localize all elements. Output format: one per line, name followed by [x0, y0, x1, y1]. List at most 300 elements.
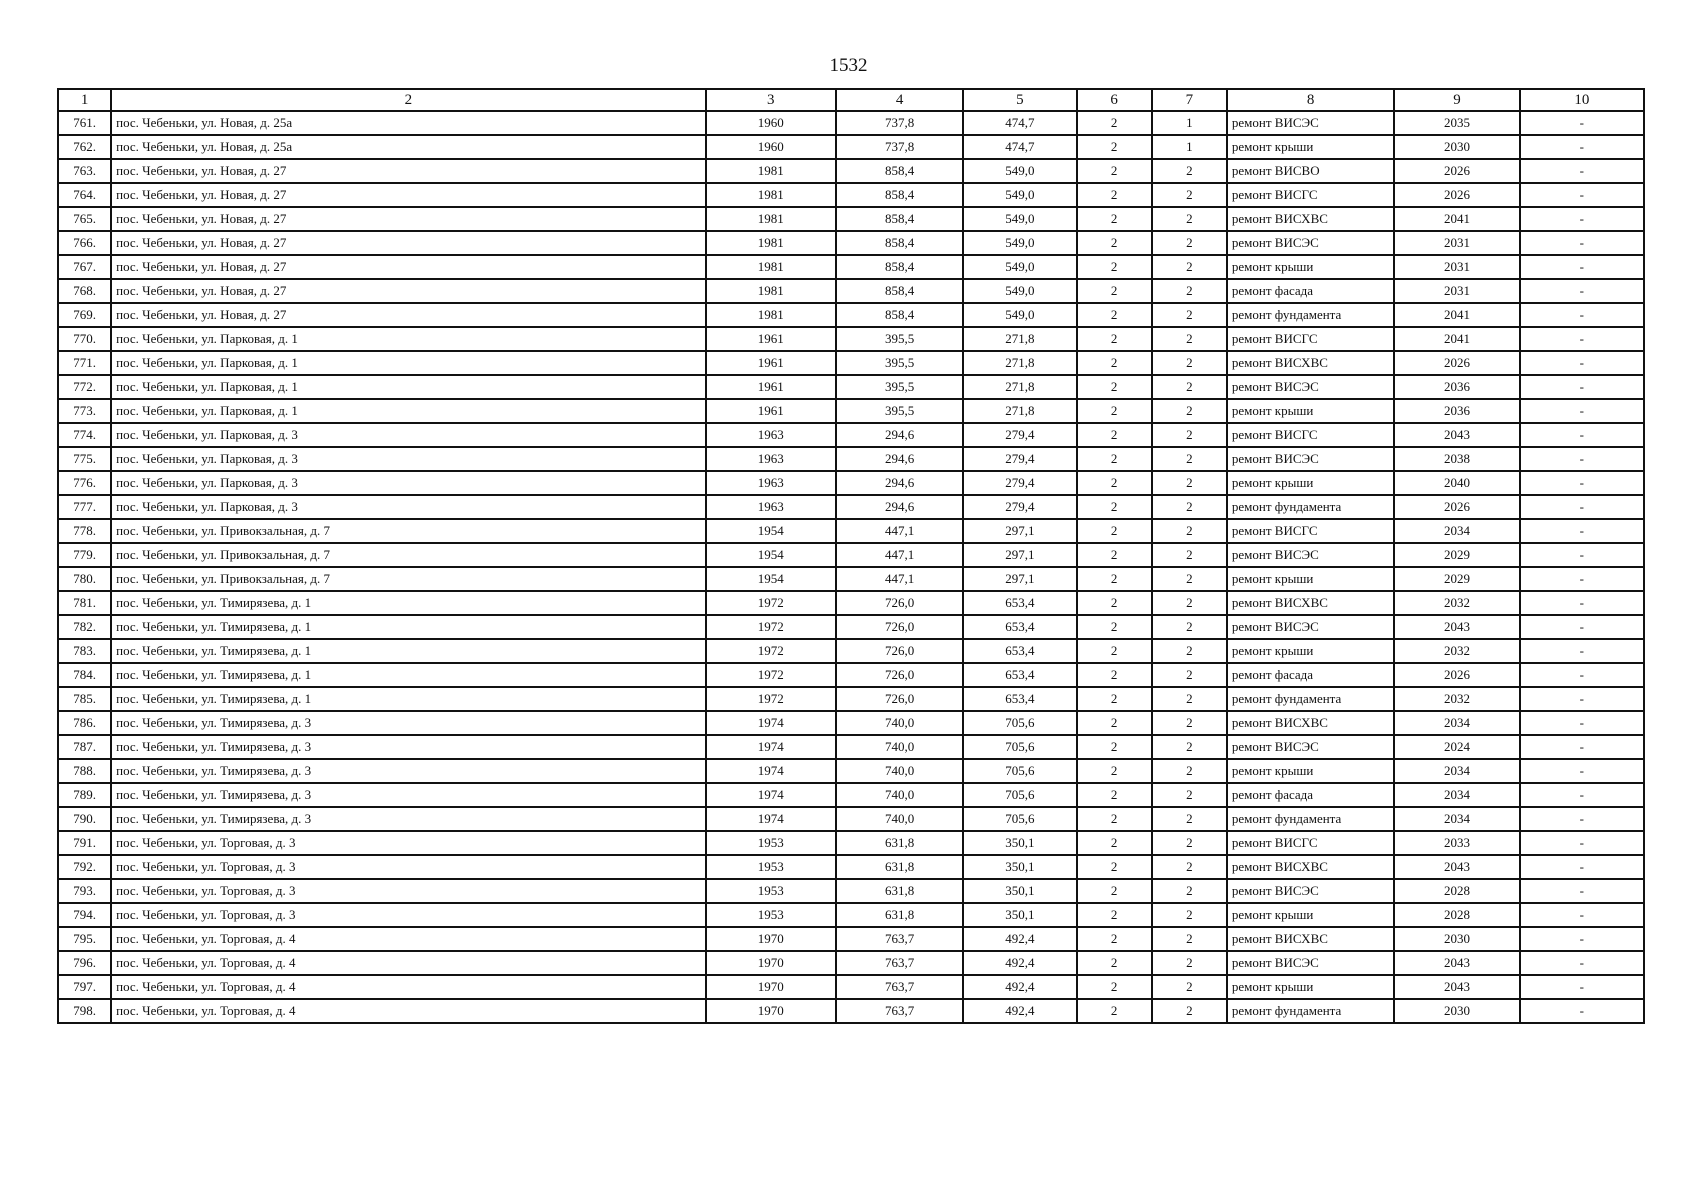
cell-living-area: 474,7 — [963, 111, 1076, 135]
cell-total-area: 447,1 — [836, 519, 963, 543]
cell-row-number: 762. — [58, 135, 111, 159]
cell-work-type: ремонт ВИСЭС — [1227, 231, 1394, 255]
cell-entrances: 2 — [1152, 279, 1227, 303]
cell-living-area: 492,4 — [963, 927, 1076, 951]
cell-total-area: 395,5 — [836, 375, 963, 399]
cell-build-year: 1981 — [706, 159, 836, 183]
cell-build-year: 1953 — [706, 879, 836, 903]
cell-living-area: 549,0 — [963, 303, 1076, 327]
cell-living-area: 350,1 — [963, 855, 1076, 879]
cell-floors: 2 — [1077, 951, 1152, 975]
cell-address: пос. Чебеньки, ул. Новая, д. 27 — [111, 279, 705, 303]
cell-work-type: ремонт крыши — [1227, 639, 1394, 663]
cell-work-type: ремонт ВИСХВС — [1227, 207, 1394, 231]
cell-living-area: 492,4 — [963, 999, 1076, 1023]
cell-cost: - — [1520, 303, 1644, 327]
cell-work-type: ремонт ВИСГС — [1227, 423, 1394, 447]
cell-work-type: ремонт ВИСЭС — [1227, 735, 1394, 759]
column-header-3: 3 — [706, 89, 836, 111]
cell-total-area: 740,0 — [836, 783, 963, 807]
cell-cost: - — [1520, 543, 1644, 567]
table-row — [58, 663, 1644, 687]
cell-row-number: 792. — [58, 855, 111, 879]
cell-entrances: 1 — [1152, 135, 1227, 159]
cell-row-number: 772. — [58, 375, 111, 399]
cell-address: пос. Чебеньки, ул. Новая, д. 27 — [111, 231, 705, 255]
column-header-10: 10 — [1520, 89, 1644, 111]
table-row — [58, 231, 1644, 255]
cell-build-year: 1981 — [706, 183, 836, 207]
cell-planned-year: 2032 — [1394, 591, 1519, 615]
column-header-5: 5 — [963, 89, 1076, 111]
cell-build-year: 1961 — [706, 327, 836, 351]
cell-address: пос. Чебеньки, ул. Тимирязева, д. 1 — [111, 687, 705, 711]
cell-planned-year: 2030 — [1394, 135, 1519, 159]
cell-entrances: 2 — [1152, 855, 1227, 879]
cell-build-year: 1972 — [706, 591, 836, 615]
column-header-8: 8 — [1227, 89, 1394, 111]
cell-work-type: ремонт фасада — [1227, 663, 1394, 687]
cell-planned-year: 2026 — [1394, 495, 1519, 519]
cell-build-year: 1954 — [706, 567, 836, 591]
cell-row-number: 782. — [58, 615, 111, 639]
cell-living-area: 271,8 — [963, 351, 1076, 375]
cell-row-number: 763. — [58, 159, 111, 183]
cell-floors: 2 — [1077, 495, 1152, 519]
cell-build-year: 1963 — [706, 447, 836, 471]
cell-address: пос. Чебеньки, ул. Парковая, д. 3 — [111, 495, 705, 519]
cell-address: пос. Чебеньки, ул. Торговая, д. 4 — [111, 951, 705, 975]
cell-row-number: 783. — [58, 639, 111, 663]
cell-address: пос. Чебеньки, ул. Новая, д. 27 — [111, 183, 705, 207]
cell-living-area: 350,1 — [963, 831, 1076, 855]
table-row — [58, 543, 1644, 567]
cell-living-area: 492,4 — [963, 975, 1076, 999]
cell-floors: 2 — [1077, 159, 1152, 183]
cell-floors: 2 — [1077, 711, 1152, 735]
cell-address: пос. Чебеньки, ул. Новая, д. 27 — [111, 159, 705, 183]
cell-address: пос. Чебеньки, ул. Новая, д. 25а — [111, 135, 705, 159]
cell-cost: - — [1520, 999, 1644, 1023]
cell-floors: 2 — [1077, 375, 1152, 399]
cell-living-area: 653,4 — [963, 663, 1076, 687]
table-row — [58, 591, 1644, 615]
table-row — [58, 831, 1644, 855]
cell-address: пос. Чебеньки, ул. Торговая, д. 4 — [111, 999, 705, 1023]
cell-floors: 2 — [1077, 615, 1152, 639]
cell-living-area: 474,7 — [963, 135, 1076, 159]
cell-floors: 2 — [1077, 207, 1152, 231]
cell-entrances: 2 — [1152, 495, 1227, 519]
table-row — [58, 255, 1644, 279]
cell-total-area: 740,0 — [836, 735, 963, 759]
cell-build-year: 1961 — [706, 399, 836, 423]
cell-entrances: 2 — [1152, 615, 1227, 639]
cell-living-area: 297,1 — [963, 543, 1076, 567]
cell-floors: 2 — [1077, 255, 1152, 279]
cell-planned-year: 2029 — [1394, 567, 1519, 591]
cell-row-number: 779. — [58, 543, 111, 567]
cell-planned-year: 2031 — [1394, 279, 1519, 303]
cell-total-area: 294,6 — [836, 423, 963, 447]
cell-planned-year: 2041 — [1394, 327, 1519, 351]
cell-living-area: 549,0 — [963, 279, 1076, 303]
cell-total-area: 395,5 — [836, 351, 963, 375]
cell-planned-year: 2041 — [1394, 303, 1519, 327]
cell-entrances: 2 — [1152, 735, 1227, 759]
cell-address: пос. Чебеньки, ул. Тимирязева, д. 3 — [111, 783, 705, 807]
cell-entrances: 2 — [1152, 231, 1227, 255]
cell-work-type: ремонт крыши — [1227, 135, 1394, 159]
cell-living-area: 271,8 — [963, 327, 1076, 351]
cell-entrances: 2 — [1152, 159, 1227, 183]
cell-total-area: 740,0 — [836, 759, 963, 783]
cell-build-year: 1974 — [706, 759, 836, 783]
cell-total-area: 726,0 — [836, 591, 963, 615]
table-row — [58, 135, 1644, 159]
cell-entrances: 2 — [1152, 927, 1227, 951]
cell-work-type: ремонт ВИСЭС — [1227, 375, 1394, 399]
cell-cost: - — [1520, 447, 1644, 471]
cell-entrances: 2 — [1152, 951, 1227, 975]
table-row — [58, 351, 1644, 375]
cell-total-area: 726,0 — [836, 663, 963, 687]
cell-work-type: ремонт ВИСХВС — [1227, 591, 1394, 615]
cell-floors: 2 — [1077, 999, 1152, 1023]
cell-address: пос. Чебеньки, ул. Тимирязева, д. 3 — [111, 807, 705, 831]
table-row — [58, 279, 1644, 303]
cell-floors: 2 — [1077, 687, 1152, 711]
table-row — [58, 639, 1644, 663]
cell-total-area: 294,6 — [836, 471, 963, 495]
cell-build-year: 1981 — [706, 255, 836, 279]
cell-floors: 2 — [1077, 975, 1152, 999]
table-row — [58, 207, 1644, 231]
cell-cost: - — [1520, 591, 1644, 615]
table-row — [58, 951, 1644, 975]
cell-living-area: 297,1 — [963, 567, 1076, 591]
cell-work-type: ремонт фундамента — [1227, 495, 1394, 519]
table-row — [58, 615, 1644, 639]
cell-row-number: 776. — [58, 471, 111, 495]
cell-living-area: 705,6 — [963, 735, 1076, 759]
cell-build-year: 1972 — [706, 639, 836, 663]
cell-floors: 2 — [1077, 327, 1152, 351]
cell-floors: 2 — [1077, 807, 1152, 831]
cell-cost: - — [1520, 855, 1644, 879]
cell-planned-year: 2024 — [1394, 735, 1519, 759]
table-row — [58, 375, 1644, 399]
cell-address: пос. Чебеньки, ул. Парковая, д. 1 — [111, 399, 705, 423]
cell-entrances: 2 — [1152, 519, 1227, 543]
cell-total-area: 858,4 — [836, 255, 963, 279]
cell-work-type: ремонт фундамента — [1227, 303, 1394, 327]
cell-build-year: 1972 — [706, 615, 836, 639]
cell-floors: 2 — [1077, 855, 1152, 879]
cell-entrances: 2 — [1152, 255, 1227, 279]
cell-planned-year: 2043 — [1394, 975, 1519, 999]
cell-work-type: ремонт ВИСХВС — [1227, 927, 1394, 951]
cell-living-area: 279,4 — [963, 423, 1076, 447]
cell-planned-year: 2043 — [1394, 423, 1519, 447]
cell-entrances: 2 — [1152, 711, 1227, 735]
cell-planned-year: 2041 — [1394, 207, 1519, 231]
cell-cost: - — [1520, 207, 1644, 231]
cell-living-area: 279,4 — [963, 471, 1076, 495]
cell-build-year: 1963 — [706, 495, 836, 519]
cell-living-area: 705,6 — [963, 807, 1076, 831]
cell-floors: 2 — [1077, 111, 1152, 135]
table-body — [58, 111, 1644, 1023]
cell-work-type: ремонт ВИСГС — [1227, 831, 1394, 855]
cell-work-type: ремонт ВИСЭС — [1227, 615, 1394, 639]
cell-build-year: 1953 — [706, 855, 836, 879]
cell-floors: 2 — [1077, 279, 1152, 303]
cell-total-area: 631,8 — [836, 903, 963, 927]
cell-work-type: ремонт фундамента — [1227, 687, 1394, 711]
table-row — [58, 687, 1644, 711]
cell-build-year: 1974 — [706, 783, 836, 807]
cell-cost: - — [1520, 495, 1644, 519]
cell-living-area: 549,0 — [963, 255, 1076, 279]
cell-address: пос. Чебеньки, ул. Тимирязева, д. 3 — [111, 735, 705, 759]
table-row — [58, 159, 1644, 183]
table-row — [58, 999, 1644, 1023]
cell-living-area: 549,0 — [963, 183, 1076, 207]
table-row — [58, 711, 1644, 735]
cell-build-year: 1972 — [706, 663, 836, 687]
cell-cost: - — [1520, 783, 1644, 807]
cell-total-area: 737,8 — [836, 135, 963, 159]
cell-address: пос. Чебеньки, ул. Торговая, д. 3 — [111, 855, 705, 879]
cell-planned-year: 2030 — [1394, 999, 1519, 1023]
cell-work-type: ремонт ВИСЭС — [1227, 951, 1394, 975]
cell-total-area: 294,6 — [836, 495, 963, 519]
cell-entrances: 2 — [1152, 375, 1227, 399]
table-row — [58, 807, 1644, 831]
cell-entrances: 2 — [1152, 591, 1227, 615]
cell-floors: 2 — [1077, 303, 1152, 327]
cell-cost: - — [1520, 615, 1644, 639]
cell-planned-year: 2043 — [1394, 951, 1519, 975]
cell-floors: 2 — [1077, 351, 1152, 375]
cell-planned-year: 2026 — [1394, 663, 1519, 687]
cell-cost: - — [1520, 807, 1644, 831]
cell-total-area: 631,8 — [836, 855, 963, 879]
table-row — [58, 735, 1644, 759]
cell-build-year: 1970 — [706, 951, 836, 975]
cell-cost: - — [1520, 903, 1644, 927]
cell-build-year: 1961 — [706, 351, 836, 375]
cell-entrances: 1 — [1152, 111, 1227, 135]
cell-build-year: 1963 — [706, 471, 836, 495]
cell-cost: - — [1520, 759, 1644, 783]
cell-address: пос. Чебеньки, ул. Торговая, д. 3 — [111, 831, 705, 855]
cell-living-area: 653,4 — [963, 687, 1076, 711]
cell-work-type: ремонт фасада — [1227, 279, 1394, 303]
cell-total-area: 726,0 — [836, 639, 963, 663]
cell-total-area: 726,0 — [836, 615, 963, 639]
cell-total-area: 631,8 — [836, 831, 963, 855]
cell-row-number: 790. — [58, 807, 111, 831]
cell-planned-year: 2031 — [1394, 255, 1519, 279]
cell-address: пос. Чебеньки, ул. Тимирязева, д. 1 — [111, 591, 705, 615]
cell-work-type: ремонт крыши — [1227, 255, 1394, 279]
cell-work-type: ремонт ВИСЭС — [1227, 879, 1394, 903]
cell-work-type: ремонт ВИСГС — [1227, 183, 1394, 207]
cell-build-year: 1960 — [706, 135, 836, 159]
cell-entrances: 2 — [1152, 999, 1227, 1023]
cell-build-year: 1970 — [706, 999, 836, 1023]
cell-living-area: 549,0 — [963, 207, 1076, 231]
cell-work-type: ремонт ВИСЭС — [1227, 111, 1394, 135]
cell-build-year: 1960 — [706, 111, 836, 135]
cell-work-type: ремонт крыши — [1227, 567, 1394, 591]
cell-total-area: 740,0 — [836, 807, 963, 831]
column-header-6: 6 — [1077, 89, 1152, 111]
cell-address: пос. Чебеньки, ул. Парковая, д. 1 — [111, 375, 705, 399]
cell-address: пос. Чебеньки, ул. Парковая, д. 3 — [111, 471, 705, 495]
cell-total-area: 858,4 — [836, 303, 963, 327]
cell-address: пос. Чебеньки, ул. Парковая, д. 1 — [111, 351, 705, 375]
cell-cost: - — [1520, 663, 1644, 687]
cell-row-number: 764. — [58, 183, 111, 207]
cell-entrances: 2 — [1152, 879, 1227, 903]
cell-row-number: 786. — [58, 711, 111, 735]
cell-floors: 2 — [1077, 567, 1152, 591]
cell-row-number: 794. — [58, 903, 111, 927]
cell-address: пос. Чебеньки, ул. Тимирязева, д. 1 — [111, 639, 705, 663]
cell-row-number: 768. — [58, 279, 111, 303]
table-row — [58, 327, 1644, 351]
cell-living-area: 297,1 — [963, 519, 1076, 543]
cell-address: пос. Чебеньки, ул. Привокзальная, д. 7 — [111, 543, 705, 567]
cell-total-area: 763,7 — [836, 951, 963, 975]
cell-cost: - — [1520, 111, 1644, 135]
cell-planned-year: 2031 — [1394, 231, 1519, 255]
cell-row-number: 796. — [58, 951, 111, 975]
cell-living-area: 705,6 — [963, 759, 1076, 783]
cell-floors: 2 — [1077, 399, 1152, 423]
cell-total-area: 726,0 — [836, 687, 963, 711]
cell-planned-year: 2043 — [1394, 615, 1519, 639]
cell-build-year: 1974 — [706, 735, 836, 759]
cell-build-year: 1954 — [706, 543, 836, 567]
cell-address: пос. Чебеньки, ул. Торговая, д. 3 — [111, 879, 705, 903]
cell-work-type: ремонт фасада — [1227, 783, 1394, 807]
page-number: 1532 — [829, 55, 868, 76]
cell-row-number: 775. — [58, 447, 111, 471]
cell-address: пос. Чебеньки, ул. Новая, д. 27 — [111, 207, 705, 231]
column-header-7: 7 — [1152, 89, 1227, 111]
cell-living-area: 492,4 — [963, 951, 1076, 975]
cell-row-number: 797. — [58, 975, 111, 999]
cell-living-area: 653,4 — [963, 591, 1076, 615]
cell-work-type: ремонт фундамента — [1227, 999, 1394, 1023]
cell-floors: 2 — [1077, 135, 1152, 159]
table-row — [58, 927, 1644, 951]
cell-row-number: 773. — [58, 399, 111, 423]
cell-cost: - — [1520, 879, 1644, 903]
cell-cost: - — [1520, 639, 1644, 663]
cell-address: пос. Чебеньки, ул. Торговая, д. 4 — [111, 975, 705, 999]
cell-cost: - — [1520, 423, 1644, 447]
cell-cost: - — [1520, 159, 1644, 183]
column-header-2: 2 — [111, 89, 705, 111]
cell-living-area: 271,8 — [963, 375, 1076, 399]
cell-planned-year: 2029 — [1394, 543, 1519, 567]
cell-entrances: 2 — [1152, 663, 1227, 687]
cell-floors: 2 — [1077, 831, 1152, 855]
cell-build-year: 1953 — [706, 903, 836, 927]
cell-floors: 2 — [1077, 759, 1152, 783]
cell-row-number: 778. — [58, 519, 111, 543]
cell-build-year: 1954 — [706, 519, 836, 543]
cell-cost: - — [1520, 567, 1644, 591]
cell-cost: - — [1520, 951, 1644, 975]
cell-row-number: 795. — [58, 927, 111, 951]
cell-floors: 2 — [1077, 591, 1152, 615]
cell-build-year: 1963 — [706, 423, 836, 447]
cell-cost: - — [1520, 399, 1644, 423]
cell-planned-year: 2038 — [1394, 447, 1519, 471]
cell-row-number: 780. — [58, 567, 111, 591]
table-row — [58, 303, 1644, 327]
cell-planned-year: 2030 — [1394, 927, 1519, 951]
cell-cost: - — [1520, 255, 1644, 279]
table-row — [58, 567, 1644, 591]
cell-cost: - — [1520, 687, 1644, 711]
cell-entrances: 2 — [1152, 207, 1227, 231]
cell-work-type: ремонт крыши — [1227, 903, 1394, 927]
table-row — [58, 855, 1644, 879]
cell-total-area: 858,4 — [836, 159, 963, 183]
column-header-9: 9 — [1394, 89, 1519, 111]
cell-work-type: ремонт ВИСЭС — [1227, 447, 1394, 471]
cell-work-type: ремонт фундамента — [1227, 807, 1394, 831]
cell-entrances: 2 — [1152, 831, 1227, 855]
cell-cost: - — [1520, 231, 1644, 255]
cell-address: пос. Чебеньки, ул. Торговая, д. 4 — [111, 927, 705, 951]
cell-living-area: 549,0 — [963, 159, 1076, 183]
cell-total-area: 858,4 — [836, 231, 963, 255]
cell-planned-year: 2032 — [1394, 687, 1519, 711]
table-row — [58, 783, 1644, 807]
cell-total-area: 395,5 — [836, 399, 963, 423]
cell-planned-year: 2034 — [1394, 783, 1519, 807]
cell-total-area: 763,7 — [836, 999, 963, 1023]
cell-row-number: 787. — [58, 735, 111, 759]
cell-total-area: 763,7 — [836, 975, 963, 999]
cell-entrances: 2 — [1152, 351, 1227, 375]
cell-row-number: 761. — [58, 111, 111, 135]
cell-floors: 2 — [1077, 927, 1152, 951]
cell-work-type: ремонт ВИСХВС — [1227, 855, 1394, 879]
cell-entrances: 2 — [1152, 423, 1227, 447]
cell-entrances: 2 — [1152, 447, 1227, 471]
cell-build-year: 1953 — [706, 831, 836, 855]
cell-entrances: 2 — [1152, 687, 1227, 711]
table-row — [58, 879, 1644, 903]
cell-planned-year: 2028 — [1394, 879, 1519, 903]
cell-cost: - — [1520, 135, 1644, 159]
cell-planned-year: 2036 — [1394, 375, 1519, 399]
cell-floors: 2 — [1077, 423, 1152, 447]
cell-entrances: 2 — [1152, 975, 1227, 999]
cell-planned-year: 2034 — [1394, 807, 1519, 831]
cell-living-area: 279,4 — [963, 447, 1076, 471]
cell-row-number: 766. — [58, 231, 111, 255]
